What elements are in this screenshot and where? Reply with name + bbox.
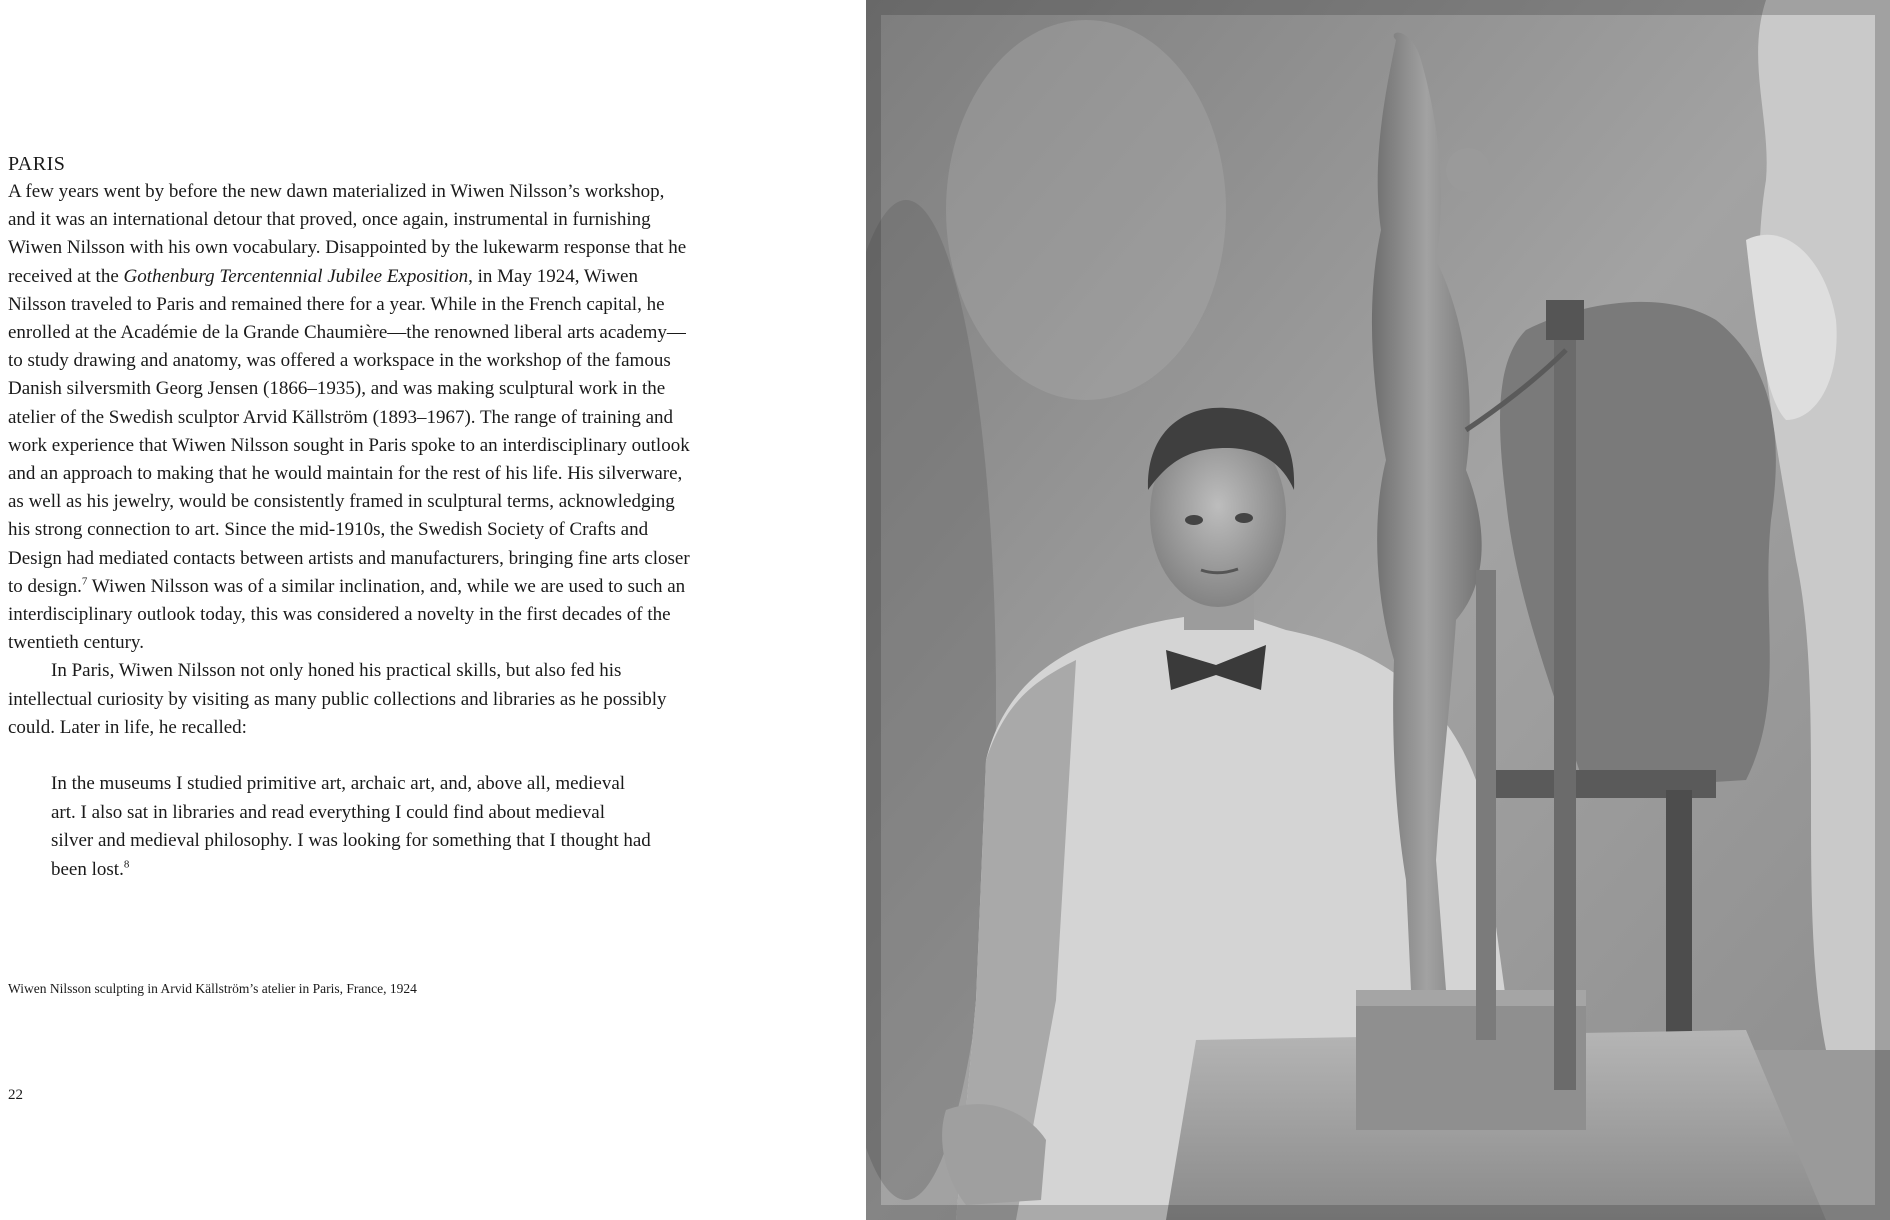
sculpture-base-top bbox=[1356, 990, 1586, 1006]
section-heading: PARIS bbox=[8, 153, 66, 175]
right-page-photo bbox=[866, 0, 1890, 1220]
para1-text-middle: , in May 1924, Wiwen Nilsson traveled to Paris and remained there for a year. While in the French capital, he enrolled at the Académie de la Grande Chaumière—the renowned liberal arts academy—to study drawing and anatomy, was offered a workspace in the workshop of the famous Danish silversmith Georg Jensen (1866–1935), and was making sculptural work in the atelier of the Swedish sculptor Arvid Källström (1893–1967). The range of training and work experience that Wiwen Nilsson sought in Paris spoke to an interdisciplinary outlook and an approach to making that he would maintain for the rest of his life. His silverware, as well as his jewelry, would be consistently framed in sculptural terms, acknowledging his strong connection to art. Since the mid-1910s, the Swedish Society of Crafts and Design had mediated contacts between artists and manufacturers, bringing fine arts closer to design. bbox=[8, 265, 690, 597]
left-page bbox=[0, 0, 866, 1220]
right-eye bbox=[1235, 513, 1253, 523]
footnote-marker-7: 7 bbox=[81, 575, 88, 588]
quote-text: In the museums I studied primitive art, archaic art, and, above all, medieval art. I also sat in libraries and read everything I could find about medieval silver and medieval philosophy. I was looking for something that I thought had been lost. bbox=[51, 773, 651, 880]
body-paragraph-1 bbox=[8, 178, 694, 657]
para1-text-start: A few years went by before the new dawn materialized in Wiwen Nilsson’s workshop, and it was an international detour that proved, once again, instrumental in furnishing Wiwen Nilsson with his own vocabulary. Disappointed by the lukewarm response that he received at the bbox=[8, 181, 687, 287]
exposition-title: Gothenburg Tercentennial Jubilee Exposition bbox=[123, 265, 469, 287]
photo-caption: Wiwen Nilsson sculpting in Arvid Källström’s atelier in Paris, France, 1924 bbox=[8, 981, 417, 996]
page-number: 22 bbox=[8, 1087, 23, 1103]
para1-text-end: Wiwen Nilsson was of a similar inclination, and, while we are used to such an interdisciplinary outlook today, this was considered a novelty in the first decades of the twentieth century. bbox=[8, 575, 686, 654]
wall-stain bbox=[946, 20, 1226, 400]
left-eye bbox=[1185, 515, 1203, 525]
armature-clamp bbox=[1546, 300, 1584, 340]
body-paragraph-2: In Paris, Wiwen Nilsson not only honed his practical skills, but also fed his intellectual curiosity by visiting as many public collections and libraries as he possibly could. Later in life, he recalled: bbox=[8, 660, 667, 738]
sculpture-base bbox=[1356, 1000, 1586, 1130]
block-quote bbox=[51, 770, 651, 884]
sculpture-head bbox=[1446, 148, 1490, 192]
footnote-marker-8: 8 bbox=[123, 858, 130, 871]
text-column bbox=[8, 150, 694, 884]
photograph bbox=[866, 0, 1890, 1220]
support-post bbox=[1476, 570, 1496, 1040]
armature-rod bbox=[1554, 300, 1576, 1090]
